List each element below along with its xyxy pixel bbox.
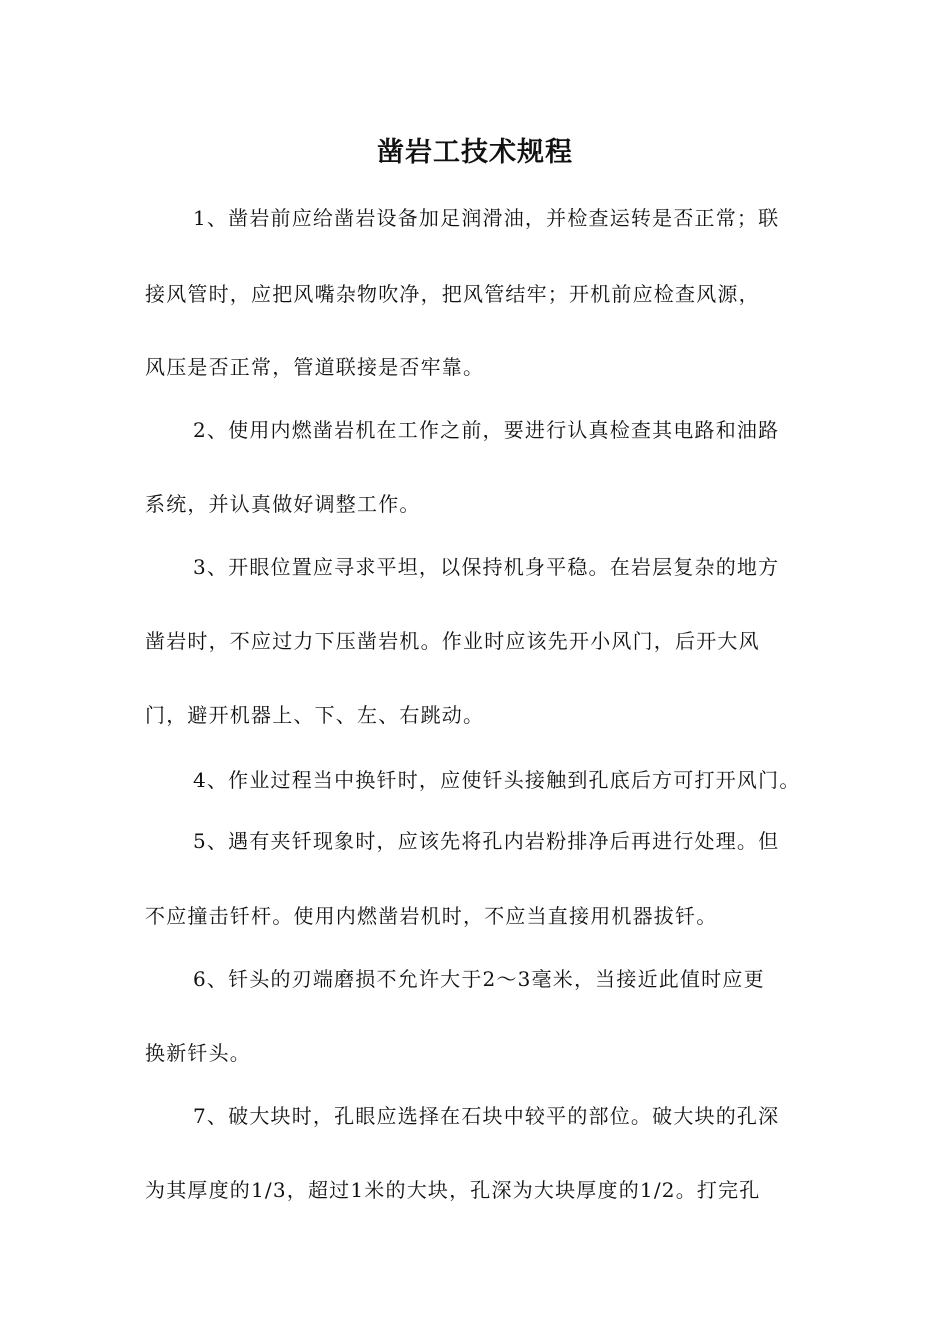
text-line: 接风管时，应把风嘴杂物吹净，把风管结牢；开机前应检查风源， (145, 282, 760, 306)
text-line: 换新钎头。 (145, 1041, 251, 1065)
text-line: 4、作业过程当中换钎时，应使钎头接触到孔底后方可打开风门。 (193, 768, 801, 792)
text-line: 5、遇有夹钎现象时，应该先将孔内岩粉排净后再进行处理。但 (193, 829, 780, 853)
text-line: 系统，并认真做好调整工作。 (145, 492, 421, 516)
text-line: 3、开眼位置应寻求平坦，以保持机身平稳。在岩层复杂的地方 (193, 555, 780, 579)
text-line: 7、破大块时，孔眼应选择在石块中较平的部位。破大块的孔深 (193, 1104, 780, 1128)
text-line: 凿岩时，不应过力下压凿岩机。作业时应该先开小风门，后开大风 (145, 629, 760, 653)
text-line: 门，避开机器上、下、左、右跳动。 (145, 703, 485, 727)
text-line: 风压是否正常，管道联接是否牢靠。 (145, 355, 485, 379)
text-line: 为其厚度的1/3，超过1米的大块，孔深为大块厚度的1/2。打完孔 (145, 1178, 761, 1202)
text-line: 6、钎头的刃端磨损不允许大于2～3毫米，当接近此值时应更 (193, 967, 765, 991)
text-line: 不应撞击钎杆。使用内燃凿岩机时，不应当直接用机器拔钎。 (145, 904, 718, 928)
text-line: 1、凿岩前应给凿岩设备加足润滑油，并检查运转是否正常；联 (193, 206, 780, 230)
document-title: 凿岩工技术规程 (377, 137, 573, 168)
text-line: 2、使用内燃凿岩机在工作之前，要进行认真检查其电路和油路 (193, 418, 780, 442)
